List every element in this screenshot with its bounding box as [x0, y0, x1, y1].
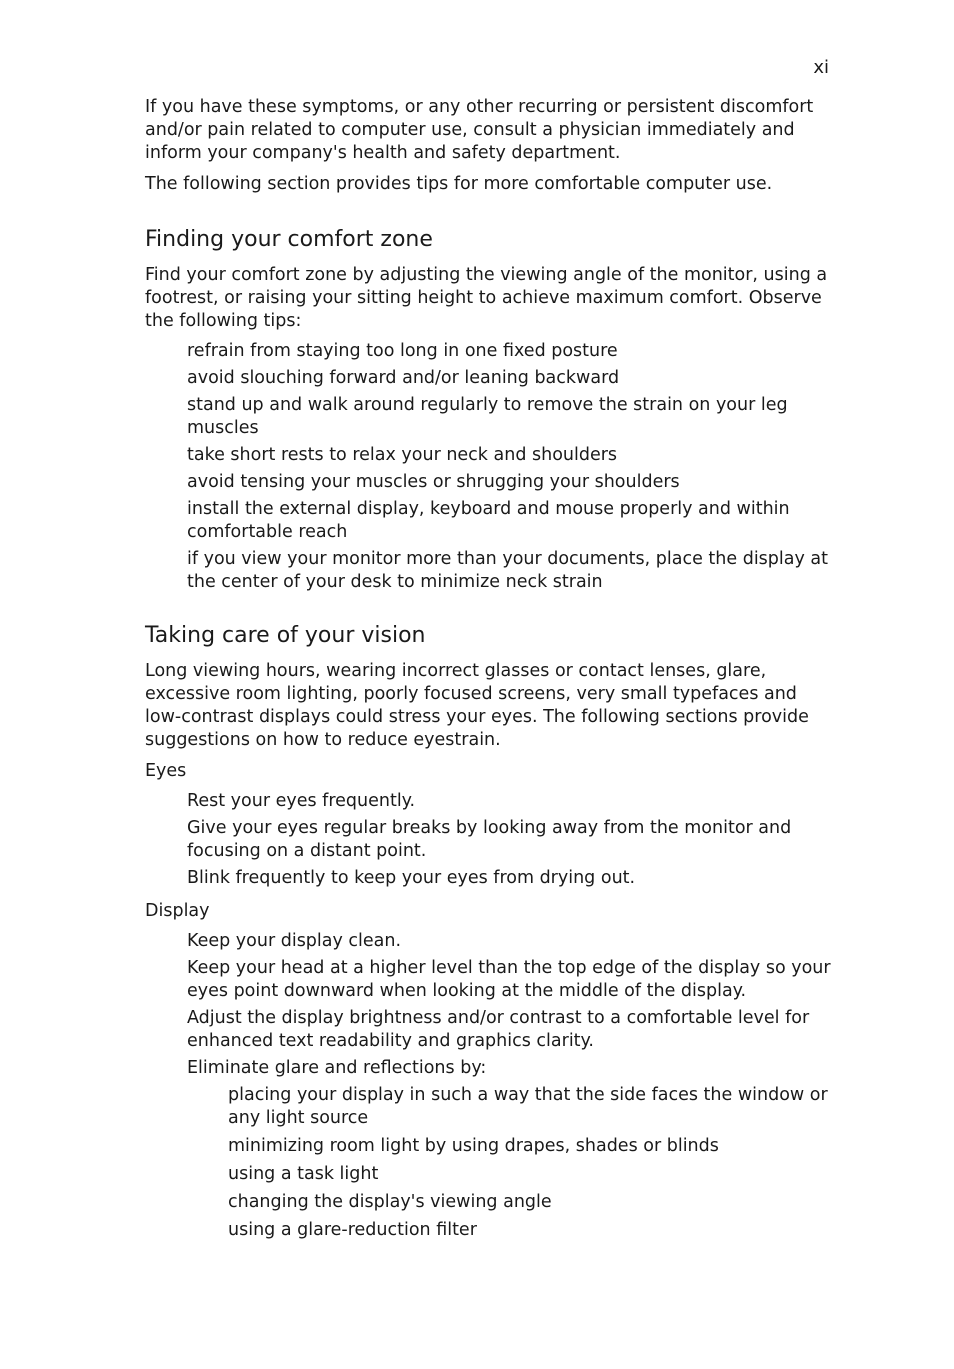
- vision-paragraph: Long viewing hours, wearing incorrect glasses or contact lenses, glare, excessive room lighting, poorly focused screens, very small typefaces and low-contrast displays could stress your eyes. The following sections provide suggestions on how to reduce eyestrain.: [145, 661, 809, 750]
- heading-comfort-zone: Finding your comfort zone: [145, 227, 433, 252]
- list-item: take short rests to relax your neck and shoulders: [187, 445, 618, 465]
- glare-intro: Eliminate glare and reflections by:: [187, 1058, 487, 1078]
- list-item: minimizing room light by using drapes, shades or blinds: [228, 1136, 719, 1156]
- page-number: xi: [813, 57, 829, 78]
- list-item: refrain from staying too long in one fixed posture: [187, 341, 618, 361]
- list-item: Keep your head at a higher level than the top edge of the display so your eyes point downward when looking at the middle of the display.: [187, 958, 831, 1001]
- intro-paragraph-tips: The following section provides tips for more comfortable computer use.: [145, 174, 773, 194]
- comfort-tips-list: [145, 340, 835, 594]
- list-item: Blink frequently to keep your eyes from drying out.: [187, 868, 636, 888]
- list-item: Rest your eyes frequently.: [187, 791, 416, 811]
- eyes-list: [145, 790, 835, 890]
- list-item: Keep your display clean.: [187, 931, 402, 951]
- list-item: avoid slouching forward and/or leaning backward: [187, 368, 620, 388]
- list-item: avoid tensing your muscles or shrugging your shoulders: [187, 472, 680, 492]
- list-item: using a task light: [228, 1164, 379, 1184]
- list-item: placing your display in such a way that the side faces the window or any light source: [228, 1085, 828, 1128]
- comfort-paragraph: Find your comfort zone by adjusting the viewing angle of the monitor, using a footrest, or raising your sitting height to achieve maximum comfort. Observe the following tips:: [145, 265, 828, 331]
- display-list: [145, 930, 835, 1242]
- subheading-eyes: Eyes: [145, 761, 187, 781]
- list-item: Give your eyes regular breaks by looking away from the monitor and focusing on a distant point.: [187, 818, 792, 861]
- heading-vision: Taking care of your vision: [145, 623, 426, 648]
- list-item: changing the display's viewing angle: [228, 1192, 552, 1212]
- page-content: [145, 96, 835, 1247]
- list-item: using a glare-reduction filter: [228, 1220, 477, 1240]
- intro-paragraph-symptoms: If you have these symptoms, or any other recurring or persistent discomfort and/or pain related to computer use, consult a physician immediately and inform your company's health and safety department.: [145, 97, 814, 163]
- glare-list: [187, 1084, 835, 1242]
- list-item-glare: [187, 1057, 835, 1242]
- list-item: stand up and walk around regularly to remove the strain on your leg muscles: [187, 395, 788, 438]
- list-item: Adjust the display brightness and/or contrast to a comfortable level for enhanced text readability and graphics clarity.: [187, 1008, 810, 1051]
- list-item: install the external display, keyboard and mouse properly and within comfortable reach: [187, 499, 790, 542]
- subheading-display: Display: [145, 901, 210, 921]
- list-item: if you view your monitor more than your documents, place the display at the center of your desk to minimize neck strain: [187, 549, 828, 592]
